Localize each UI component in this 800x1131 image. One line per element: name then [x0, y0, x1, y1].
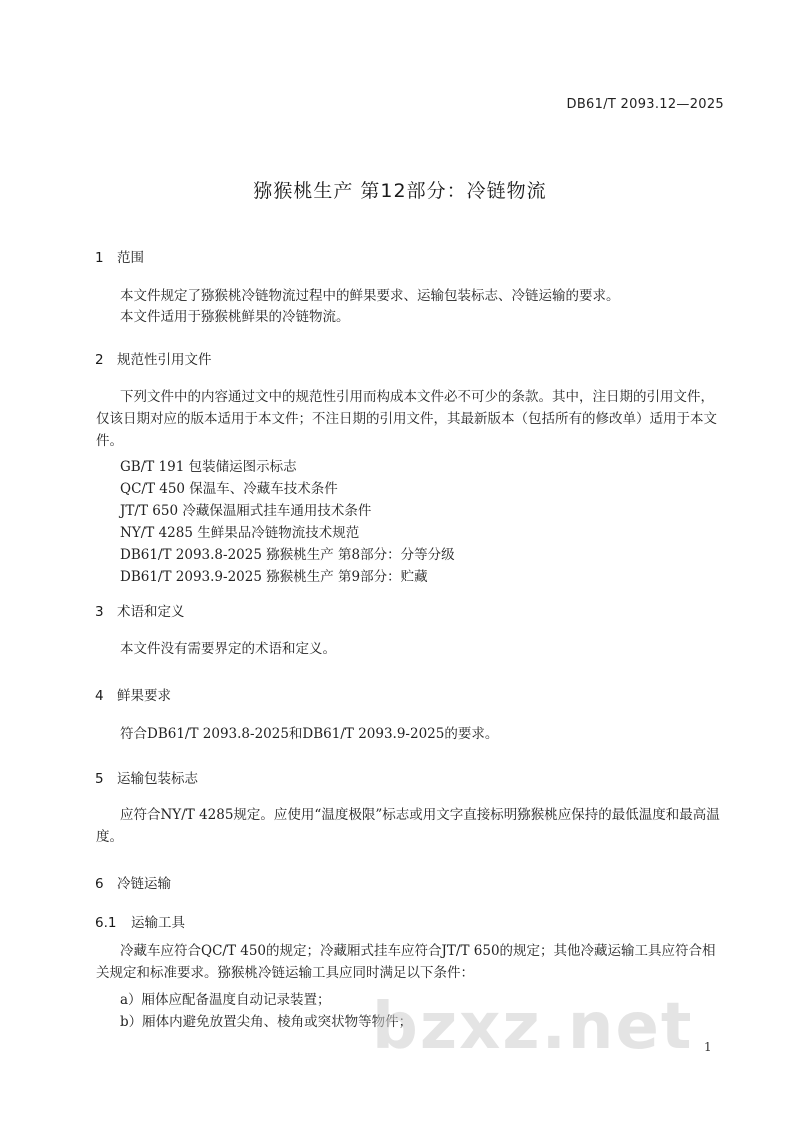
list-item: a）厢体应配备温度自动记录装置； [120, 992, 331, 1008]
paragraph: 本文件没有需要界定的术语和定义。 [120, 641, 336, 657]
paragraph: 本文件规定了猕猴桃冷链物流过程中的鲜果要求、运输包装标志、冷链运输的要求。 [120, 288, 620, 304]
section-number: 5 [95, 771, 104, 787]
section-title: 鲜果要求 [117, 688, 171, 704]
reference-item: DB61/T 2093.8-2025 猕猴桃生产 第8部分：分等分级 [120, 547, 455, 563]
section-title: 范围 [117, 250, 144, 266]
section-number: 2 [95, 352, 104, 368]
paragraph: 本文件适用于猕猴桃鲜果的冷链物流。 [120, 309, 350, 325]
document-title: 猕猴桃生产 第12部分：冷链物流 [253, 180, 547, 202]
section-number: 6 [95, 876, 104, 892]
reference-item: NY/T 4285 生鲜果品冷链物流技术规范 [120, 525, 360, 541]
page-number: 1 [704, 1040, 712, 1054]
section-title: 运输包装标志 [117, 771, 198, 787]
section-title: 运输工具 [131, 915, 185, 931]
paragraph: 冷藏车应符合QC/T 450的规定；冷藏厢式挂车应符合JT/T 650的规定；其他冷藏运输工具应符合相关规定和标准要求。猕猴桃冷链运输工具应同时满足以下条件： [96, 943, 716, 981]
section-number: 1 [95, 250, 104, 266]
reference-item: JT/T 650 冷藏保温厢式挂车通用技术条件 [120, 503, 372, 519]
paragraph: 应符合NY/T 4285规定。应使用“温度极限”标志或用文字直接标明猕猴桃应保持的最低温度和最高温度。 [96, 807, 720, 845]
reference-item: GB/T 191 包装储运图示标志 [120, 459, 297, 475]
section-5-heading [95, 767, 198, 787]
section-3-heading [95, 600, 185, 620]
paragraph: 符合DB61/T 2093.8-2025和DB61/T 2093.9-2025的要求。 [120, 726, 499, 742]
section-title: 规范性引用文件 [117, 352, 212, 368]
section-title: 术语和定义 [117, 604, 185, 620]
section-6-1-heading [95, 911, 185, 931]
section-2-heading [95, 348, 212, 368]
section-title: 冷链运输 [117, 876, 171, 892]
section-4-heading [95, 684, 171, 704]
reference-item: QC/T 450 保温车、冷藏车技术条件 [120, 481, 338, 497]
section-number: 6.1 [95, 915, 117, 931]
section-number: 3 [95, 604, 104, 620]
section-1-heading [95, 246, 144, 266]
standard-code: DB61/T 2093.12—2025 [566, 97, 724, 112]
section-number: 4 [95, 688, 104, 704]
paragraph: 下列文件中的内容通过文中的规范性引用而构成本文件必不可少的条款。其中，注日期的引用文件，仅该日期对应的版本适用于本文件；不注日期的引用文件，其最新版本（包括所有的修改单）适用于本文件。 [96, 389, 717, 449]
list-item: b）厢体内避免放置尖角、棱角或突状物等物件； [120, 1014, 413, 1030]
section-6-heading [95, 872, 171, 892]
watermark: bzxz.net [372, 990, 694, 1064]
reference-item: DB61/T 2093.9-2025 猕猴桃生产 第9部分：贮藏 [120, 569, 428, 585]
